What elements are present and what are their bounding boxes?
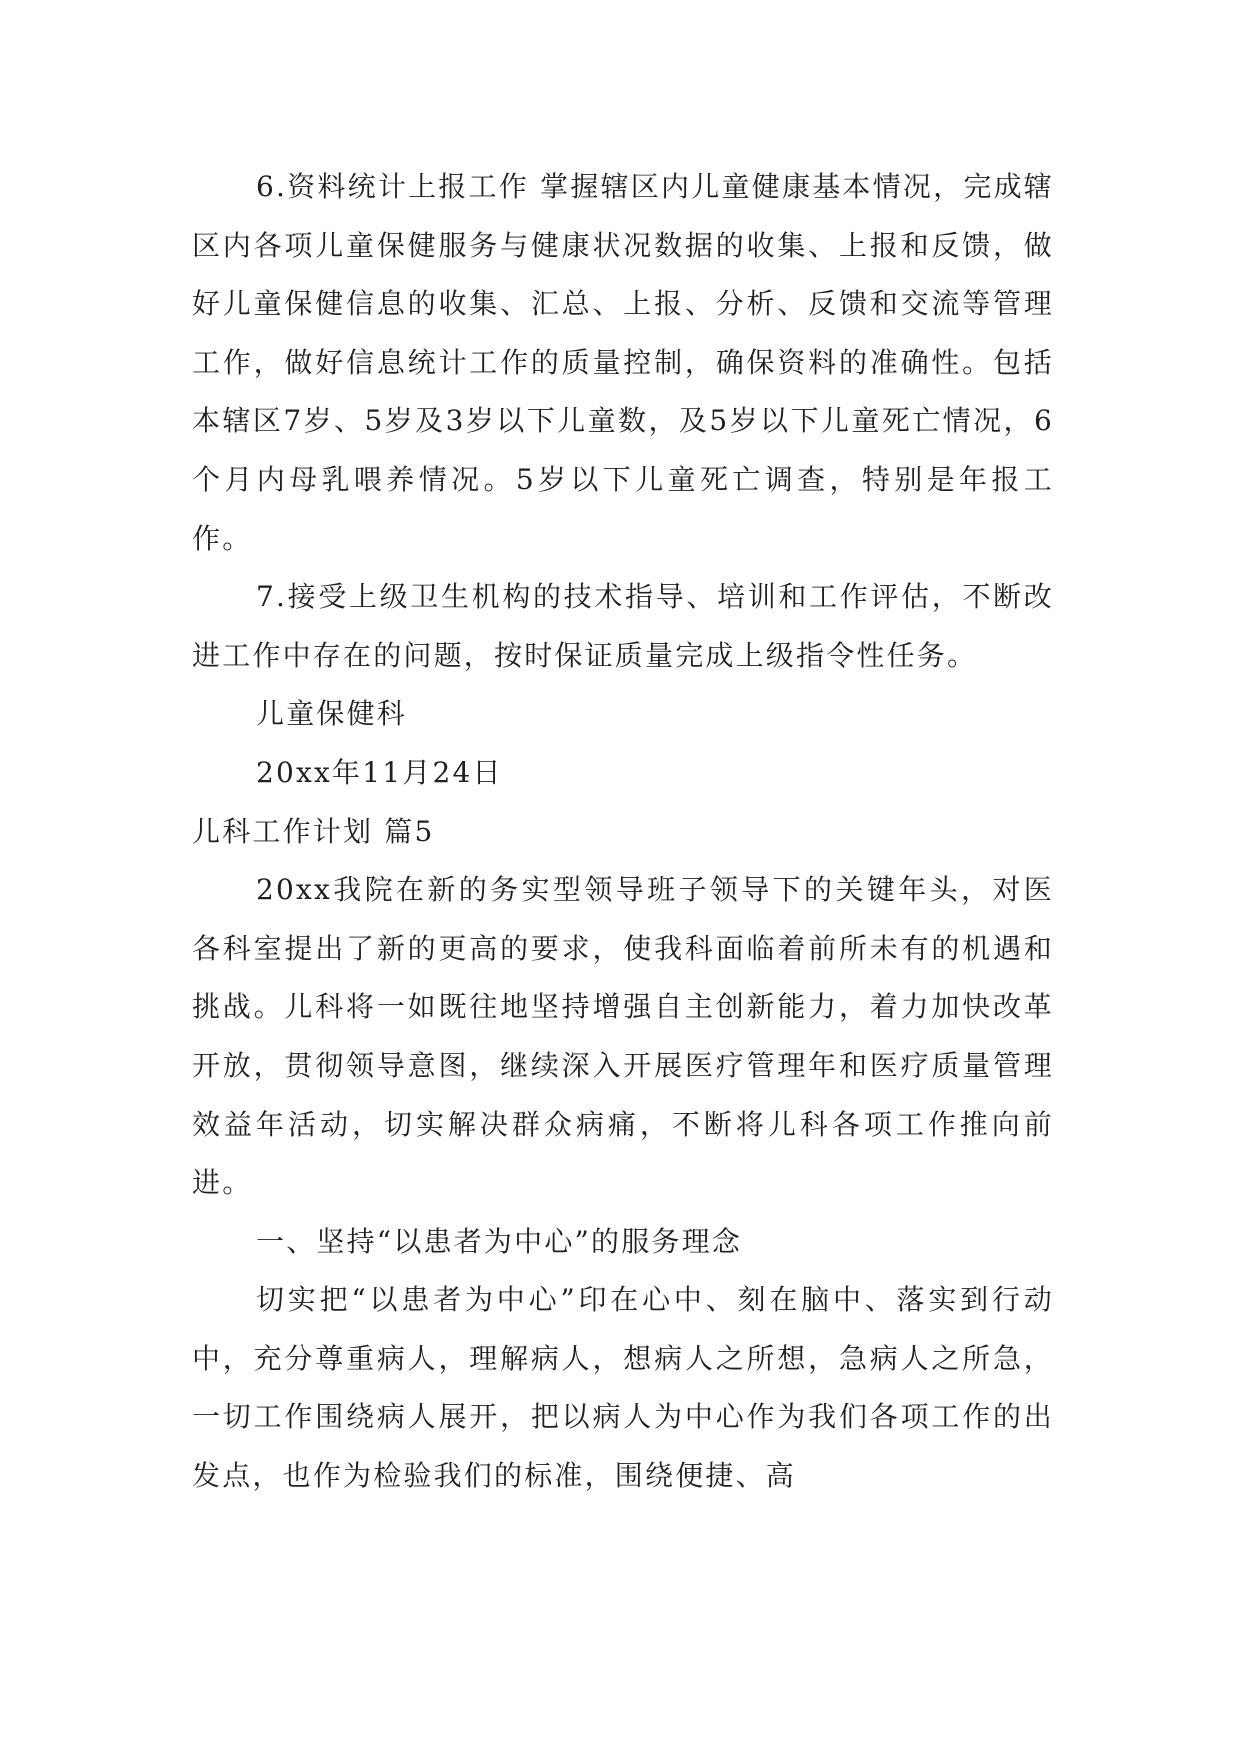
signature-department: 儿童保健科	[256, 697, 408, 731]
signature-date: 20xx年11月24日	[256, 755, 503, 789]
section-title: 儿科工作计划 篇5	[192, 814, 435, 848]
paragraph-item-7: 7.接受上级卫生机构的技术指导、培训和工作评估，不断改进工作中存在的问题，按时保证质量完成上级指令性任务。	[192, 580, 1054, 672]
body-paragraph: 切实把“以患者为中心”印在心中、刻在脑中、落实到行动中，充分尊重病人，理解病人，想病人之所想，急病人之所急，一切工作围绕病人展开，把以病人为中心作为我们各项工作的出发点，也作为检验我们的标准，围绕便捷、高	[192, 1283, 1054, 1493]
paragraph-item-6: 6.资料统计上报工作 掌握辖区内儿童健康基本情况，完成辖区内各项儿童保健服务与健康状况数据的收集、上报和反馈，做好儿童保健信息的收集、汇总、上报、分析、反馈和交流等管理工作，做好信息统计工作的质量控制，确保资料的准确性。包括本辖区7岁、5岁及3岁以下儿童数，及5岁以下儿童死亡情况，6个月内母乳喂养情况。5岁以下儿童死亡调查，特别是年报工作。	[192, 170, 1054, 555]
document-page	[192, 158, 1054, 1506]
intro-paragraph: 20xx我院在新的务实型领导班子领导下的关键年头，对医各科室提出了新的更高的要求，使我科面临着前所未有的机遇和挑战。儿科将一如既往地坚持增强自主创新能力，着力加快改革开放，贯彻领导意图，继续深入开展医疗管理年和医疗质量管理效益年活动，切实解决群众病痛，不断将儿科各项工作推向前进。	[192, 873, 1054, 1200]
subheading-one: 一、坚持“以患者为中心”的服务理念	[256, 1224, 743, 1258]
